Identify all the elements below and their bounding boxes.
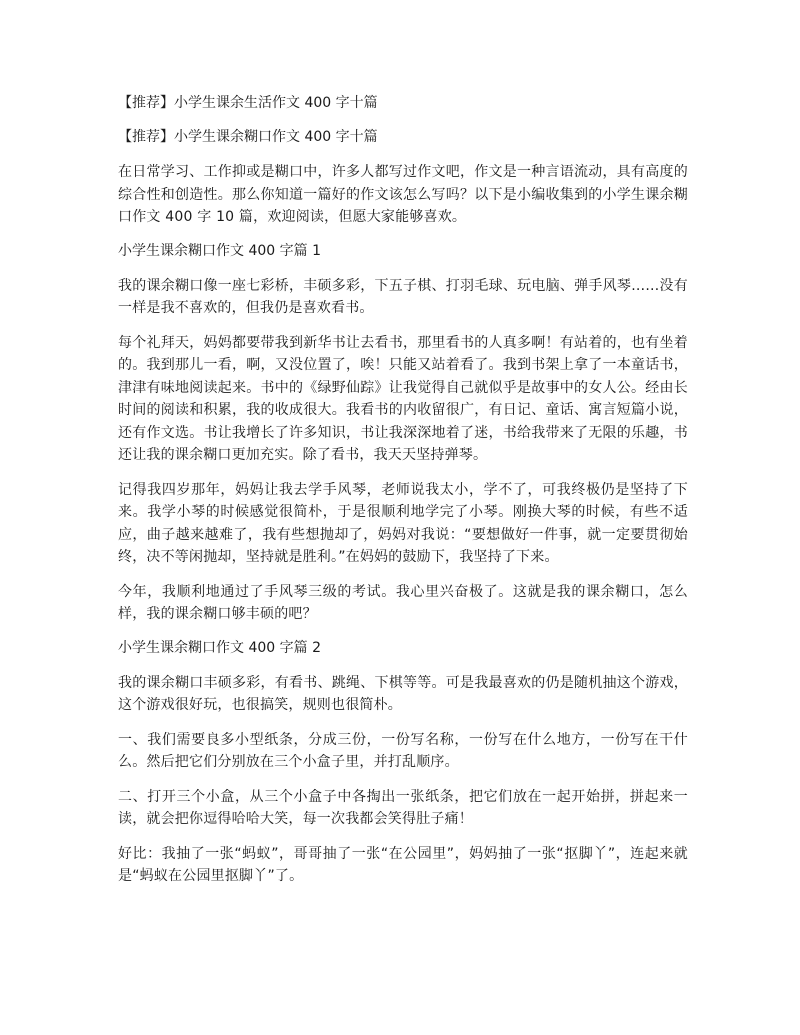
related-link-1[interactable]: 【推荐】小学生课余生活作文 400 字十篇	[118, 95, 378, 111]
section-1-paragraph: 每个礼拜天，妈妈都要带我到新华书让去看书，那里看书的人真多啊！有站着的，也有坐着的。我到那儿一看，啊，又没位置了，唉！只能又站着看了。我到书架上拿了一本童话书，津津有味地阅读起来。书中的《绿野仙踪》让我觉得自己就似乎是故事中的女人公。经由长时间的阅读和积累，我的收成很大。我看书的内收留很广，有日记、童话、寓言短篇小说，还有作文选。书让我增长了许多知识，书让我深深地着了迷，书给我带来了无限的乐趣，书还让我的课余糊口更加充实。除了看书，我天天坚持弹琴。	[118, 334, 688, 463]
section-2-paragraph: 好比：我抽了一张“蚂蚁”，哥哥抽了一张“在公园里”，妈妈抽了一张“抠脚丫”，连起来就是“蚂蚁在公园里抠脚丫”了。	[118, 845, 688, 884]
section-2-paragraph: 我的课余糊口丰硕多彩，有看书、跳绳、下棋等等。可是我最喜欢的仍是随机抽这个游戏，这个游戏很好玩，也很搞笑，规则也很简朴。	[118, 674, 688, 713]
section-2-paragraph: 二、打开三个小盒，从三个小盒子中各掏出一张纸条，把它们放在一起开始拼，拼起来一读，就会把你逗得哈哈大笑，每一次我都会笑得肚子痛！	[118, 788, 688, 827]
related-link-2[interactable]: 【推荐】小学生课余糊口作文 400 字十篇	[118, 129, 378, 145]
section-1-paragraph: 今年，我顺利地通过了手风琴三级的考试。我心里兴奋极了。这就是我的课余糊口，怎么样，我的课余糊口够丰硕的吧？	[118, 583, 688, 622]
section-1-title: 小学生课余糊口作文 400 字篇 1	[118, 242, 321, 259]
intro-paragraph: 在日常学习、工作抑或是糊口中，许多人都写过作文吧，作文是一种言语流动，具有高度的综合性和创造性。那么你知道一篇好的作文该怎么写吗？以下是小编收集到的小学生课余糊口作文 400 字 10 篇，欢迎阅读，但愿大家能够喜欢。	[118, 164, 688, 225]
document-page	[118, 93, 688, 900]
section-2-paragraph: 一、我们需要良多小型纸条，分成三份，一份写名称，一份写在什么地方，一份写在干什么。然后把它们分别放在三个小盒子里，并打乱顺序。	[118, 731, 688, 770]
section-1-paragraph: 我的课余糊口像一座七彩桥，丰硕多彩，下五子棋、打羽毛球、玩电脑、弹手风琴……没有一样是我不喜欢的，但我仍是喜欢看书。	[118, 277, 688, 316]
section-1-paragraph: 记得我四岁那年，妈妈让我去学手风琴，老师说我太小，学不了，可我终极仍是坚持了下来。我学小琴的时候感觉很简朴，于是很顺利地学完了小琴。刚换大琴的时候，有些不适应，曲子越来越难了，我有些想抛却了，妈妈对我说：“要想做好一件事，就一定要贯彻始终，决不等闲抛却，坚持就是胜利。”在妈妈的鼓励下，我坚持了下来。	[118, 481, 688, 565]
section-2-title: 小学生课余糊口作文 400 字篇 2	[118, 639, 321, 656]
